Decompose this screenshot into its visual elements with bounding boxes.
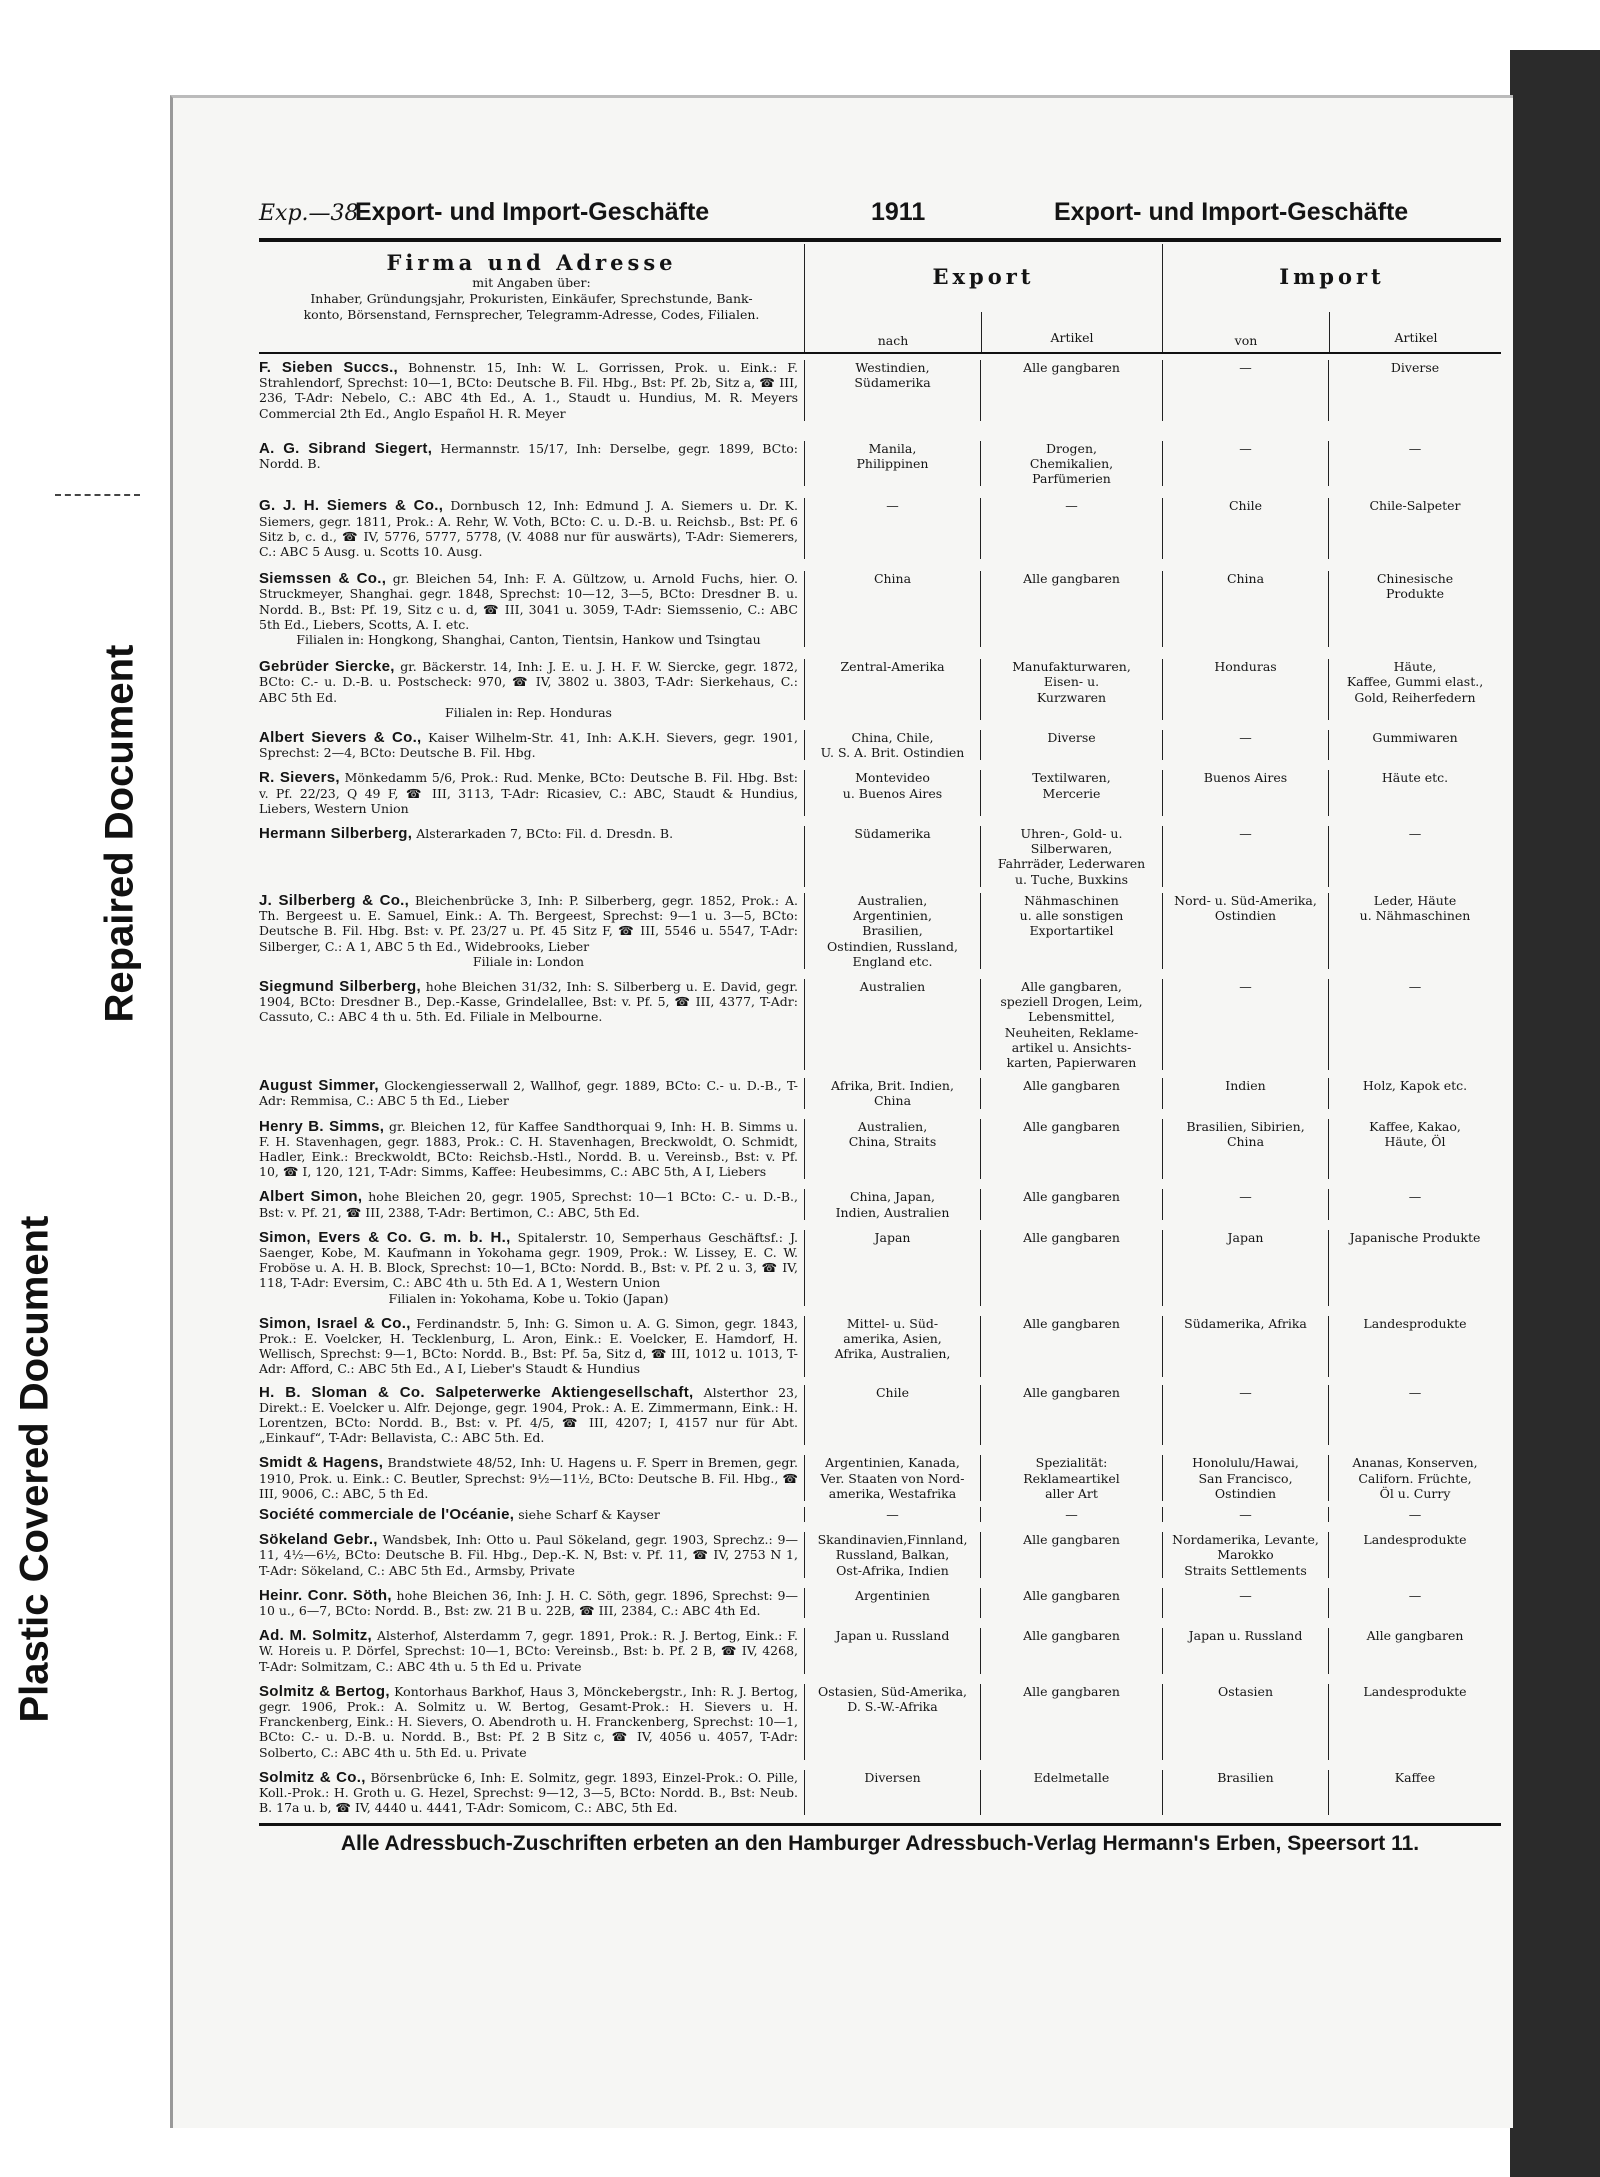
document-page bbox=[170, 95, 1513, 2128]
import-origin-cell: Brasilien bbox=[1163, 1770, 1329, 1816]
table-row bbox=[259, 887, 1501, 969]
firm-address-cell bbox=[259, 1119, 805, 1180]
firm-name: Henry B. Simms, bbox=[259, 1117, 385, 1135]
import-origin-cell: — bbox=[1163, 1588, 1329, 1618]
import-origin-cell: — bbox=[1163, 360, 1329, 421]
firm-details: gr. Bäckerstr. 14, Inh: J. E. u. J. H. F. W. Siercke, gegr. 1872, BCto: C.- u. D.-B. u. Postscheck: 970, ☎ IV, 3802 u. 3803, T-Adr: Sierkehaus, C.: ABC 5th Ed. bbox=[259, 659, 798, 705]
import-articles-cell: Gummiwaren bbox=[1372, 730, 1458, 746]
export-destination-cell: Montevideo u. Buenos Aires bbox=[805, 770, 981, 816]
firm-details: Alsterarkaden 7, BCto: Fil. d. Dresdn. B. bbox=[416, 826, 674, 842]
firm-address-cell bbox=[259, 1316, 805, 1377]
firm-name: Albert Sievers & Co., bbox=[259, 729, 422, 747]
entries-table bbox=[259, 354, 1501, 1815]
table-row bbox=[259, 486, 1501, 559]
firm-name: Heinr. Conr. Söth, bbox=[259, 1586, 392, 1604]
import-articles-cell: — bbox=[1408, 1384, 1422, 1400]
firm-name: Simon, Israel & Co., bbox=[259, 1314, 411, 1332]
firm-address-cell bbox=[259, 360, 805, 421]
export-destination-cell: Manila, Philippinen bbox=[805, 441, 981, 487]
firm-name: Sökeland Gebr., bbox=[259, 1531, 378, 1549]
firm-name: Smidt & Hagens, bbox=[259, 1454, 384, 1472]
export-destination-cell: Australien bbox=[805, 979, 981, 1070]
page-content bbox=[259, 198, 1501, 1856]
firm-name: A. G. Sibrand Siegert, bbox=[259, 439, 433, 457]
export-articles-cell: Alle gangbaren bbox=[981, 571, 1163, 647]
firm-branches: Filiale in: London bbox=[472, 953, 585, 969]
plastic-covered-label: Plastic Covered Document bbox=[12, 1215, 57, 1723]
export-articles-cell: Edelmetalle bbox=[981, 1770, 1163, 1816]
firm-details: Wandsbek, Inh: Otto u. Paul Sökeland, gegr. 1903, Sprechz.: 9—11, 4½—6½, BCto: Deutsche B. Fil. Hbg., Dep.-K. N, Bst: v. Pf. 11, ☎ IV, 2753 N 1, T-Adr: Sökeland, C.: ABC 5th Ed., Armsby, Private bbox=[259, 1532, 798, 1578]
import-articles-cell: Landesprodukte bbox=[1363, 1532, 1467, 1548]
import-articles-cell: Landesprodukte bbox=[1363, 1683, 1467, 1699]
firm-details: Alsterthor 23, Direkt.: E. Voelcker u. Alfr. Dejonge, gegr. 1904, Prok.: A. E. Zimmermann, Eink.: H. Lorentzen, BCto: Nordd. B., Bst: v. Pf. 4/5, ☎ III, 4207; I, 4157 nur für Abt. „Einkauf“, T-Adr: Bellavista, C.: ABC 5th. Ed. bbox=[259, 1384, 798, 1446]
firm-address-cell bbox=[259, 893, 805, 969]
table-row bbox=[259, 1501, 1501, 1522]
firm-details: gr. Bleichen 12, für Kaffee Sandthorquai 9, Inh: H. B. Simms u. F. H. Stavenhagen, gegr. 1883, Prok.: C. H. Stavenhagen, Breckwoldt, O. Schmidt, Hadler, Eink.: Breckwoldt, BCto: Reichsb.-Hstl., Nordd. B. u. Vereinsb., Bst: v. Pf. 10, ☎ I, 120, 121, T-Adr: Simms, Kaffee: Heubesimms, C.: ABC 5th, A I, Liebers bbox=[259, 1118, 798, 1180]
firm-address-cell bbox=[259, 770, 805, 816]
export-articles-cell: Diverse bbox=[981, 730, 1163, 760]
import-origin-cell: — bbox=[1163, 441, 1329, 487]
firm-name: August Simmer, bbox=[259, 1077, 379, 1095]
firm-address-cell bbox=[259, 1588, 805, 1618]
firm-address-cell bbox=[259, 1507, 805, 1522]
import-articles-cell: Ananas, Konserven, Californ. Früchte, Öl u. Curry bbox=[1352, 1455, 1478, 1501]
firm-address-cell bbox=[259, 659, 805, 720]
import-origin-cell: Brasilien, Sibirien, China bbox=[1163, 1119, 1329, 1180]
import-articles-cell: — bbox=[1408, 1587, 1422, 1603]
import-articles-cell: Holz, Kapok etc. bbox=[1362, 1078, 1468, 1094]
import-origin-cell: Japan u. Russland bbox=[1163, 1628, 1329, 1674]
export-articles-cell: Alle gangbaren bbox=[981, 1588, 1163, 1618]
firm-name: Gebrüder Siercke, bbox=[259, 658, 395, 676]
import-origin-cell: Nordamerika, Levante, Marokko Straits Settlements bbox=[1163, 1532, 1329, 1578]
export-articles-cell: Alle gangbaren bbox=[981, 1316, 1163, 1377]
export-destination-cell: — bbox=[805, 1507, 981, 1522]
import-origin-cell: China bbox=[1163, 571, 1329, 647]
firm-name: Hermann Silberberg, bbox=[259, 825, 413, 843]
firm-details: hohe Bleichen 31/32, Inh: S. Silberberg u. E. David, gegr. 1904, BCto: Dresdner B., Dep.-Kasse, Grindelallee, Bst: v. Pf. 5, ☎ III, 4377, T-Adr: Cassuto, C.: ABC 4 th u. 5th. Ed. Filiale in Melbourne. bbox=[259, 978, 798, 1025]
import-articles-cell: — bbox=[1408, 826, 1422, 842]
export-articles-cell: Spezialität: Reklameartikel aller Art bbox=[981, 1455, 1163, 1501]
import-origin-cell: Nord- u. Süd-Amerika, Ostindien bbox=[1163, 893, 1329, 969]
import-articles-cell: Landesprodukte bbox=[1363, 1315, 1467, 1331]
firm-details: Börsenbrücke 6, Inh: E. Solmitz, gegr. 1893, Einzel-Prok.: O. Pille, Koll.-Prok.: H. Groth u. G. Hezel, Sprechst: 9—12, 3—5, BCto: Nordd. B., Bst: Neub. B. 17a u. b, ☎ IV, 4440 u. 4441, T-Adr: Somicom, C.: ABC, 5th Ed. bbox=[259, 1769, 798, 1816]
table-row bbox=[259, 816, 1501, 887]
export-destination-cell: Chile bbox=[805, 1385, 981, 1446]
export-title: Export bbox=[932, 264, 1035, 289]
import-origin-cell: — bbox=[1163, 979, 1329, 1070]
import-articles-cell: Chinesische Produkte bbox=[1376, 571, 1454, 602]
firm-subtitle-3: konto, Börsenstand, Fernsprecher, Telegramm-Adresse, Codes, Filialen. bbox=[303, 307, 760, 322]
export-articles-cell: — bbox=[981, 498, 1163, 559]
firm-address-cell bbox=[259, 826, 805, 887]
firm-branches: Filialen in: Yokohama, Kobe u. Tokio (Japan) bbox=[388, 1290, 669, 1306]
firm-branches: Filialen in: Hongkong, Shanghai, Canton, Tientsin, Hankow und Tsingtau bbox=[296, 632, 761, 648]
table-row bbox=[259, 559, 1501, 647]
export-articles-cell: Nähmaschinen u. alle sonstigen Exportartikel bbox=[981, 893, 1163, 969]
table-row bbox=[259, 1578, 1501, 1618]
right-running-title: Export- und Import-Geschäfte bbox=[1054, 198, 1409, 226]
table-row bbox=[259, 760, 1501, 816]
firm-address-cell bbox=[259, 1385, 805, 1446]
export-articles-cell: Alle gangbaren bbox=[981, 1385, 1163, 1446]
export-destination-cell: Mittel- u. Süd- amerika, Asien, Afrika, Australien, bbox=[805, 1316, 981, 1377]
firm-address-cell bbox=[259, 1189, 805, 1219]
import-origin-cell: — bbox=[1163, 1189, 1329, 1219]
table-row bbox=[259, 1522, 1501, 1578]
export-articles-cell: Alle gangbaren bbox=[981, 360, 1163, 421]
firm-name: Albert Simon, bbox=[259, 1188, 363, 1206]
table-row bbox=[259, 421, 1501, 487]
export-articles-cell: Alle gangbaren bbox=[981, 1189, 1163, 1219]
import-articles-cell: — bbox=[1408, 1189, 1422, 1205]
firm-details: Ferdinandstr. 5, Inh: G. Simon u. A. G. Simon, gegr. 1843, Prok.: E. Voelcker, H. Tecklenburg, L. Aron, Eink.: E. Voelcker, E. Hamdorf, H. Wellisch, Sprechst: 9—1, BCto: Nordd. B., Bst: Pf. 5a, Sitz d, ☎ III, 1012 u. 1013, T-Adr: Afford, C.: ABC 5th Ed., A I, Lieber's Staudt & Hundius bbox=[259, 1315, 798, 1377]
import-articles-cell: Kaffee, Kakao, Häute, Öl bbox=[1369, 1118, 1461, 1149]
import-articles-cell: — bbox=[1408, 440, 1422, 456]
firm-address-cell bbox=[259, 571, 805, 647]
import-origin-cell: Ostasien bbox=[1163, 1684, 1329, 1760]
firm-details: gr. Bleichen 54, Inh: F. A. Gültzow, u. Arnold Fuchs, hier. O. Struckmeyer, Shanghai. gegr. 1848, Sprechst: 10—12, 3—5, BCto: Dresdner B. u. Nordd. B., Bst: Pf. 19, Sitz c u. d, ☎ III, 3041 u. 3059, T-Adr: Siemssenio, C.: ABC 5th Ed., Liebers, Scotts, A. I. etc. bbox=[259, 571, 798, 632]
table-row bbox=[259, 1760, 1501, 1816]
export-articles-cell: Alle gangbaren bbox=[981, 1684, 1163, 1760]
year: 1911 bbox=[871, 198, 926, 226]
import-origin-cell: — bbox=[1163, 826, 1329, 887]
export-destination-cell: Argentinien bbox=[805, 1588, 981, 1618]
import-origin-cell: Honduras bbox=[1163, 659, 1329, 720]
firm-details: Hermannstr. 15/17, Inh: Derselbe, gegr. 1899, BCto: Nordd. B. bbox=[259, 440, 798, 472]
import-articles-cell: Japanische Produkte bbox=[1349, 1229, 1481, 1245]
import-origin-cell: Japan bbox=[1163, 1230, 1329, 1306]
import-origin-cell: — bbox=[1163, 1385, 1329, 1446]
table-row bbox=[259, 1306, 1501, 1377]
import-articles-cell: Chile-Salpeter bbox=[1369, 498, 1461, 514]
firm-details: Spitalerstr. 10, Semperhaus Geschäftsf.: J. Saenger, Kobe, M. Kaufmann in Yokohama gegr. 1909, Prok.: W. Lissey, E. C. W. Froböse u. A. H. B. Block, Sprechst: 10—1, BCto: Nordd. B., Bst: v. Pf. 2 u. 3, ☎ IV, 118, T-Adr: Eversim, C.: ABC 4th u. 5th Ed. A 1, Western Union bbox=[259, 1229, 798, 1291]
import-origin-cell: Südamerika, Afrika bbox=[1163, 1316, 1329, 1377]
firm-details: hohe Bleichen 20, gegr. 1905, Sprechst: 10—1 BCto: C.- u. D.-B., Bst: v. Pf. 21, ☎ III, 2388, T-Adr: Bertimon, C.: ABC, 5th Ed. bbox=[259, 1189, 798, 1220]
firm-name: Ad. M. Solmitz, bbox=[259, 1627, 373, 1645]
firm-branches: Filialen in: Rep. Honduras bbox=[445, 704, 612, 720]
export-destination-cell: Australien, Argentinien, Brasilien, Ostindien, Russland, England etc. bbox=[805, 893, 981, 969]
firm-name: Société commerciale de l'Océanie, bbox=[259, 1506, 515, 1523]
firm-address-cell bbox=[259, 1770, 805, 1816]
export-destination-cell: China, Japan, Indien, Australien bbox=[805, 1189, 981, 1219]
firm-name: F. Sieben Succs., bbox=[259, 359, 399, 376]
page-reference: Exp.—38 bbox=[259, 201, 359, 226]
import-articles-cell: — bbox=[1408, 1507, 1422, 1522]
firm-name: J. Silberberg & Co., bbox=[259, 891, 410, 909]
import-artikel-label: Artikel bbox=[1329, 312, 1502, 352]
table-row bbox=[259, 969, 1501, 1070]
export-articles-cell: Alle gangbaren, speziell Drogen, Leim, Lebensmittel, Neuheiten, Reklame- artikel u. Ansichts- karten, Papierwaren bbox=[981, 979, 1163, 1070]
import-origin-cell: Chile bbox=[1163, 498, 1329, 559]
export-destination-cell: Westindien, Südamerika bbox=[805, 360, 981, 421]
firm-details: Dornbusch 12, Inh: Edmund J. A. Siemers u. Dr. K. Siemers, gegr. 1811, Prok.: A. Rehr, W. Voth, BCto: C. u. D.-B. u. Reichsb., Bst: Pf. 6 Sitz b, c. d., ☎ IV, 5776, 5777, 5778, (V. 4088 nur für auswärts), T-Adr: Siemerers, C.: ABC 5 Ausg. u. Scotts 10. Ausg. bbox=[259, 498, 798, 560]
firm-details: Kontorhaus Barkhof, Haus 3, Mönckebergstr., Inh: R. J. Bertog, gegr. 1906, Prok.: A. Solmitz u. W. Bertog, Gesamt-Prok.: H. Sievers u. H. Franckenberg, Eink.: H. Sievers, O. Abendroth u. H. Franckenberg, Sprechst: 10—1, BCto: C.- u. D.-B. u. Nordd. B., Bst: Pf. 2 B Sitz c, ☎ IV, 4056 u. 4057, T-Adr: Solberto, C.: ABC 4th u. 5th Ed. u. Private bbox=[259, 1683, 798, 1760]
firm-name: H. B. Sloman & Co. Salpeterwerke Aktiengesellschaft, bbox=[259, 1383, 694, 1401]
firm-address-cell bbox=[259, 441, 805, 487]
firm-address-cell bbox=[259, 1078, 805, 1108]
firm-address-cell bbox=[259, 979, 805, 1070]
export-destination-cell: Japan u. Russland bbox=[805, 1628, 981, 1674]
table-row bbox=[259, 1179, 1501, 1219]
firm-column-header bbox=[259, 244, 805, 352]
table-row bbox=[259, 1445, 1501, 1501]
scanner-edge bbox=[1510, 50, 1600, 2177]
import-origin-cell: — bbox=[1163, 730, 1329, 760]
export-column-header bbox=[805, 244, 1163, 352]
firm-details: Alsterhof, Alsterdamm 7, gegr. 1891, Prok.: R. J. Bertog, Eink.: F. W. Horeis u. P. Dörfel, Sprechst: 10—1, BCto: Vereinsb., Bst: b. Pf. 2 B, ☎ IV, 4268, T-Adr: Solmitzam, C.: ABC 4th u. 5 th Ed u. Private bbox=[259, 1628, 798, 1674]
column-header bbox=[259, 244, 1501, 354]
firm-address-cell bbox=[259, 1684, 805, 1760]
import-articles-cell: — bbox=[1408, 978, 1422, 994]
firm-details: siehe Scharf & Kayser bbox=[518, 1507, 660, 1522]
firm-name: R. Sievers, bbox=[259, 769, 340, 787]
export-destination-cell: Skandinavien,Finnland, Russland, Balkan, Ost-Afrika, Indien bbox=[805, 1532, 981, 1578]
import-origin-cell: Buenos Aires bbox=[1163, 770, 1329, 816]
table-row bbox=[259, 647, 1501, 720]
running-header bbox=[259, 198, 1501, 234]
table-row bbox=[259, 1070, 1501, 1108]
table-row bbox=[259, 1220, 1501, 1306]
firm-details: hohe Bleichen 36, Inh: J. H. C. Söth, gegr. 1896, Sprechst: 9—10 u., 6—7, BCto: Nordd. B., Bst: zw. 21 B u. 22B, ☎ III, 2384, C.: ABC 4th Ed. bbox=[259, 1587, 798, 1619]
export-destination-cell: Australien, China, Straits bbox=[805, 1119, 981, 1180]
firm-name: Solmitz & Bertog, bbox=[259, 1682, 390, 1700]
export-articles-cell: Textilwaren, Mercerie bbox=[981, 770, 1163, 816]
export-destination-cell: Zentral-Amerika bbox=[805, 659, 981, 720]
footer-rule bbox=[259, 1823, 1501, 1826]
export-destination-cell: Japan bbox=[805, 1230, 981, 1306]
import-articles-cell: Häute etc. bbox=[1381, 770, 1449, 786]
import-articles-cell: Leder, Häute u. Nähmaschinen bbox=[1359, 892, 1471, 924]
export-destination-cell: — bbox=[805, 498, 981, 559]
firm-address-cell bbox=[259, 1230, 805, 1306]
import-origin-cell: Indien bbox=[1163, 1078, 1329, 1108]
export-articles-cell: — bbox=[981, 1507, 1163, 1522]
export-destination-cell: Südamerika bbox=[805, 826, 981, 887]
table-row bbox=[259, 1377, 1501, 1446]
import-origin-cell: — bbox=[1163, 1507, 1329, 1522]
header-rule bbox=[259, 238, 1501, 242]
export-nach-label: nach bbox=[877, 333, 909, 348]
export-articles-cell: Alle gangbaren bbox=[981, 1628, 1163, 1674]
table-row bbox=[259, 720, 1501, 760]
export-articles-cell: Alle gangbaren bbox=[981, 1119, 1163, 1180]
export-articles-cell: Drogen, Chemikalien, Parfümerien bbox=[981, 441, 1163, 487]
export-destination-cell: Argentinien, Kanada, Ver. Staaten von Nord- amerika, Westafrika bbox=[805, 1455, 981, 1501]
import-von-label: von bbox=[1234, 333, 1258, 348]
firm-name: Siemssen & Co., bbox=[259, 570, 387, 588]
firm-name: G. J. H. Siemers & Co., bbox=[259, 497, 444, 515]
import-title: Import bbox=[1279, 264, 1385, 289]
left-running-title: Export- und Import-Geschäfte bbox=[355, 198, 710, 226]
firm-details: Bohnenstr. 15, Inh: W. L. Gorrissen, Prok. u. Eink.: F. Strahlendorf, Sprechst: 10—1, BCto: Deutsche B. Fil. Hbg., Bst: Pf. 2b, Sitz a, ☎ III, 236, T-Adr: Nebelo, C.: ABC 4th Ed., A. 1., Staudt u. Hundius, M. R. Meyers Commercial 2th Ed., Anglo Español H. R. Meyer bbox=[259, 360, 798, 421]
import-articles-cell: Alle gangbaren bbox=[1366, 1628, 1464, 1644]
firm-name: Siegmund Silberberg, bbox=[259, 977, 421, 995]
import-articles-cell: Diverse bbox=[1390, 360, 1440, 375]
firm-details: Mönkedamm 5/6, Prok.: Rud. Menke, BCto: Deutsche B. Fil. Hbg. Bst: v. Pf. 22/23, Q 49 F, ☎ III, 3113, T-Adr: Ricasiev, C.: ABC, Staudt & Hundius, Liebers, Western Union bbox=[259, 770, 798, 816]
export-articles-cell: Alle gangbaren bbox=[981, 1532, 1163, 1578]
import-column-header bbox=[1163, 244, 1501, 352]
export-articles-cell: Uhren-, Gold- u. Silberwaren, Fahrräder, Lederwaren u. Tuche, Buxkins bbox=[981, 826, 1163, 887]
firm-name: Simon, Evers & Co. G. m. b. H., bbox=[259, 1228, 511, 1246]
table-row bbox=[259, 1618, 1501, 1674]
firm-details: Brandstwiete 48/52, Inh: U. Hagens u. F. Sperr in Bremen, gegr. 1910, Prok. u. Eink.: C. Beutler, Sprechst: 9½—11½, BCto: Deutsche B. Fil. Hbg., ☎ III, 9006, C.: ABC, 5 th Ed. bbox=[259, 1455, 798, 1501]
firm-details: Glockengiesserwall 2, Wallhof, gegr. 1889, BCto: C.- u. D.-B., T-Adr: Remmisa, C.: ABC 5 th Ed., Lieber bbox=[259, 1078, 798, 1109]
firm-subtitle-2: Inhaber, Gründungsjahr, Prokuristen, Einkäufer, Sprechstunde, Bank- bbox=[310, 291, 753, 306]
firm-address-cell bbox=[259, 1455, 805, 1501]
dashed-marker bbox=[55, 494, 140, 496]
publisher-footer: Alle Adressbuch-Zuschriften erbeten an den Hamburger Adressbuch-Verlag Hermann's Erben, Speersort 11. bbox=[340, 1832, 1420, 1856]
import-articles-cell: Häute, Kaffee, Gummi elast., Gold, Reiherfedern bbox=[1346, 659, 1484, 705]
firm-details: Kaiser Wilhelm-Str. 41, Inh: A.K.H. Sievers, gegr. 1901, Sprechst: 2—4, BCto: Deutsche B. Fil. Hbg. bbox=[259, 730, 798, 761]
export-artikel-label: Artikel bbox=[981, 312, 1162, 352]
import-origin-cell: Honolulu/Hawai, San Francisco, Ostindien bbox=[1163, 1455, 1329, 1501]
firm-title: Firma und Adresse bbox=[386, 250, 677, 275]
table-row bbox=[259, 1109, 1501, 1180]
firm-details: Bleichenbrücke 3, Inh: P. Silberberg, gegr. 1852, Prok.: A. Th. Bergeest u. E. Samuel, Eink.: A. Th. Bergeest, Sprechst: 9—1 u. 3—5, BCto: Deutsche B. Fil. Hbg. Bst: v. Pf. 23/27 u. Pf. 45 Sitz F, ☎ III, 5546 u. 5547, T-Adr: Silberger, C.: A 1, ABC 5 th Ed., Widebrooks, Lieber bbox=[259, 892, 798, 954]
export-destination-cell: China bbox=[805, 571, 981, 647]
firm-name: Solmitz & Co., bbox=[259, 1768, 366, 1786]
firm-subtitle-1: mit Angaben über: bbox=[472, 275, 591, 290]
import-articles-cell: Kaffee bbox=[1394, 1769, 1436, 1785]
table-row bbox=[259, 1674, 1501, 1760]
firm-address-cell bbox=[259, 1628, 805, 1674]
export-destination-cell: Afrika, Brit. Indien, China bbox=[805, 1078, 981, 1108]
export-destination-cell: China, Chile, U. S. A. Brit. Ostindien bbox=[805, 730, 981, 760]
export-articles-cell: Alle gangbaren bbox=[981, 1078, 1163, 1108]
export-articles-cell: Manufakturwaren, Eisen- u. Kurzwaren bbox=[981, 659, 1163, 720]
export-destination-cell: Ostasien, Süd-Amerika, D. S.-W.-Afrika bbox=[805, 1684, 981, 1760]
firm-address-cell bbox=[259, 498, 805, 559]
repaired-document-label: Repaired Document bbox=[97, 644, 142, 1023]
firm-address-cell bbox=[259, 1532, 805, 1578]
export-destination-cell: Diversen bbox=[805, 1770, 981, 1816]
table-row bbox=[259, 354, 1501, 421]
export-articles-cell: Alle gangbaren bbox=[981, 1230, 1163, 1306]
firm-address-cell bbox=[259, 730, 805, 760]
